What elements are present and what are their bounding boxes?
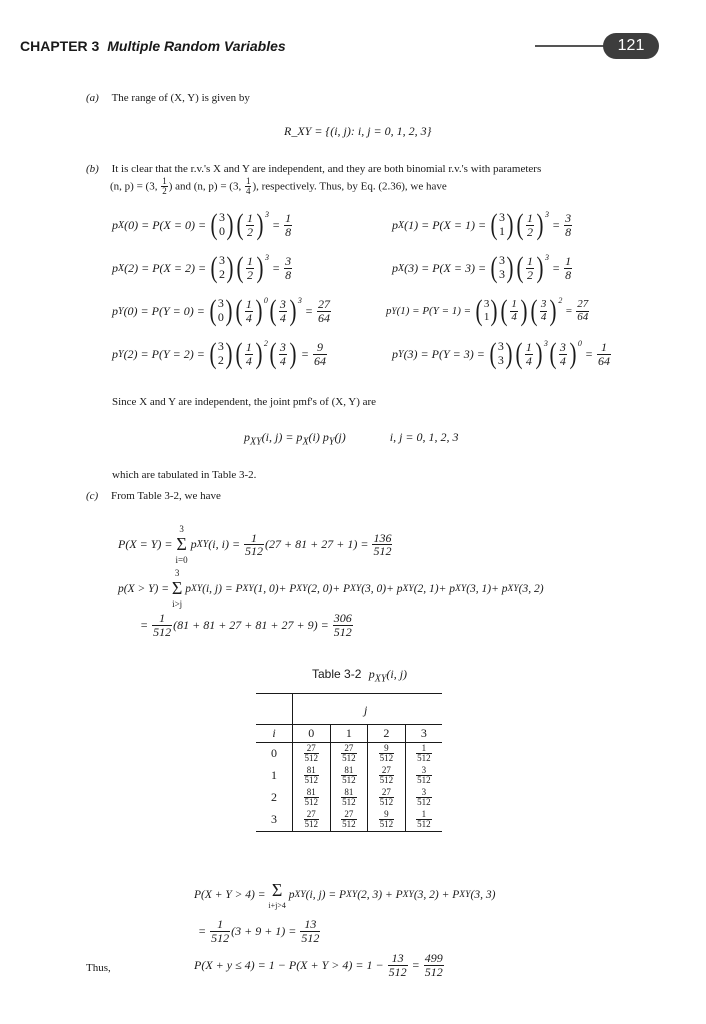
final-eq2: = $\frac{1}{512}$ (3 + 9 + 1) = $\frac{13}{512}$ (198, 917, 320, 945)
part-b-line1 (86, 163, 541, 175)
pmf-row-3-right: p Y (1) = P(Y = 1) = ( 3 1 ) ( $\frac{1}{4}$ ) ( $\frac{3}{4}$ ) $^2$ = $\frac{27}{64}$ (386, 294, 589, 327)
pmf-row-1-right: p X (1) = P(X = 1) = ( 3 1 ) ( $\frac{1}{2}$ ) $^3$ = $\frac{3}{8}$ (392, 208, 572, 241)
final-eq1: P(X + Y > 4) = Σ i+j>4 p XY (i, j) = P XY (2, 3) + P XY (3, 2) + P XY (3, 3) (194, 880, 496, 910)
col-header: 3 (420, 726, 427, 740)
tabulated-text: which are tabulated in Table 3-2. (112, 469, 257, 481)
table-row: 2 $\frac{81}{512}$ $\frac{81}{512}$ $\frac{27}{512}$ $\frac{3}{512}$ (256, 787, 442, 809)
page-number-badge (603, 33, 659, 59)
page-number: 121 (617, 37, 645, 54)
pmf-row-1-left: p X (0) = P(X = 0) = ( 3 0 ) ( $\frac{1}{2}$ ) $^3$ = $\frac{1}{8}$ (112, 208, 292, 241)
table-caption: Table 3-2 $p_{XY}(i$, j) (312, 667, 408, 685)
table-caption-label: Table 3-2 (312, 667, 362, 681)
part-a-formula: R_XY = {(i, j): i, j = 0, 1, 2, 3} (284, 124, 432, 138)
part-c-label: (c) (86, 490, 99, 502)
chapter-title: Multiple Random Variables (107, 38, 286, 54)
table-3-2 (256, 693, 442, 832)
pmf-row-2-left: p X (2) = P(X = 2) = ( 3 2 ) ( $\frac{1}{2}$ ) $^3$ = $\frac{3}{8}$ (112, 251, 292, 284)
joint-formula: $p_{XY}(i$, $j) = p_X(i)$ $p_Y(j)$ i, j = 0, 1, 2, 3 (244, 430, 459, 448)
part-c-text: From Table 3-2, we have (110, 490, 221, 502)
table-grid (256, 724, 442, 832)
pmf-row-3-left: p Y (0) = P(Y = 0) = ( 3 0 ) ( $\frac{1}{4}$ ) $^0$ ( $\frac{3}{4}$ ) $^3$ = $\frac{27}{64}$ (112, 294, 330, 327)
col-header: 2 (368, 725, 406, 743)
col-header: 1 (330, 725, 368, 743)
part-a-label: (a) (86, 92, 99, 104)
pmf-row-4-left: p Y (2) = P(Y = 2) = ( 3 2 ) ( $\frac{1}{4}$ ) $^2$ ( $\frac{3}{4}$ ) = $\frac{9}{64}$ (112, 337, 326, 370)
table-row: 1 $\frac{81}{512}$ $\frac{81}{512}$ $\frac{27}{512}$ $\frac{3}{512}$ (256, 765, 442, 787)
col-header: 0 (293, 725, 331, 743)
table-row: 0 $\frac{27}{512}$ $\frac{27}{512}$ $\frac{9}{512}$ $\frac{1}{512}$ (256, 743, 442, 765)
part-b-line2: (n, p) = (3, $\frac{1}{2}$ ) and (n, p) = (3, $\frac{1}{4}$ ), respectively. Thus, by Eq. (2.36), we have (110, 176, 447, 197)
table-row-var: i (256, 725, 293, 743)
chapter-header (20, 38, 286, 54)
part-c (86, 490, 221, 502)
pmf-row-2-right: p X (3) = P(X = 3) = ( 3 3 ) ( $\frac{1}{2}$ ) $^3$ = $\frac{1}{8}$ (392, 251, 572, 284)
pmf-row-4-right: p Y (3) = P(Y = 3) = ( 3 3 ) ( $\frac{1}{4}$ ) $^3$ ( $\frac{3}{4}$ ) $^0$ = $\frac{1}{64}$ (392, 337, 610, 370)
part-a (86, 92, 250, 104)
part-c-eq1: P(X = Y) = 3 Σ i=0 p XY (i, i) = $\frac{1}{512}$ (27 + 81 + 27 + 1) = $\frac{136}{512}$ (118, 524, 392, 566)
table-row: 3 $\frac{27}{512}$ $\frac{27}{512}$ $\frac{9}{512}$ $\frac{1}{512}$ (256, 809, 442, 831)
part-b-text1: It is clear that the r.v.'s X and Y are independent, and they are both binomial r.v.'s with parameters (111, 163, 542, 175)
part-c-eq2: p(X > Y) = 3 Σ i>j p XY (i, j) = P XY (1, 0)+ P XY (2, 0)+ P XY (3, 0)+ p XY (2, 1)+ p XY (3, 1)+ p XY (3, 2) (118, 568, 544, 610)
thus-label: Thus, (86, 962, 111, 974)
since-text: Since X and Y are independent, the joint pmf's of (X, Y) are (112, 396, 377, 408)
final-eq3: P(X + y ≤ 4) = 1 − P(X + Y > 4) = 1 − $\frac{13}{512}$ = $\frac{499}{512}$ (194, 951, 443, 979)
part-a-text: The range of (X, Y) is given by (111, 92, 250, 104)
table-col-var: j (364, 703, 368, 717)
part-c-eq3: = $\frac{1}{512}$ (81 + 81 + 27 + 81 + 27 + 9) = $\frac{306}{512}$ (140, 611, 352, 639)
chapter-label: CHAPTER 3 (20, 38, 100, 54)
part-b-label: (b) (86, 163, 99, 175)
